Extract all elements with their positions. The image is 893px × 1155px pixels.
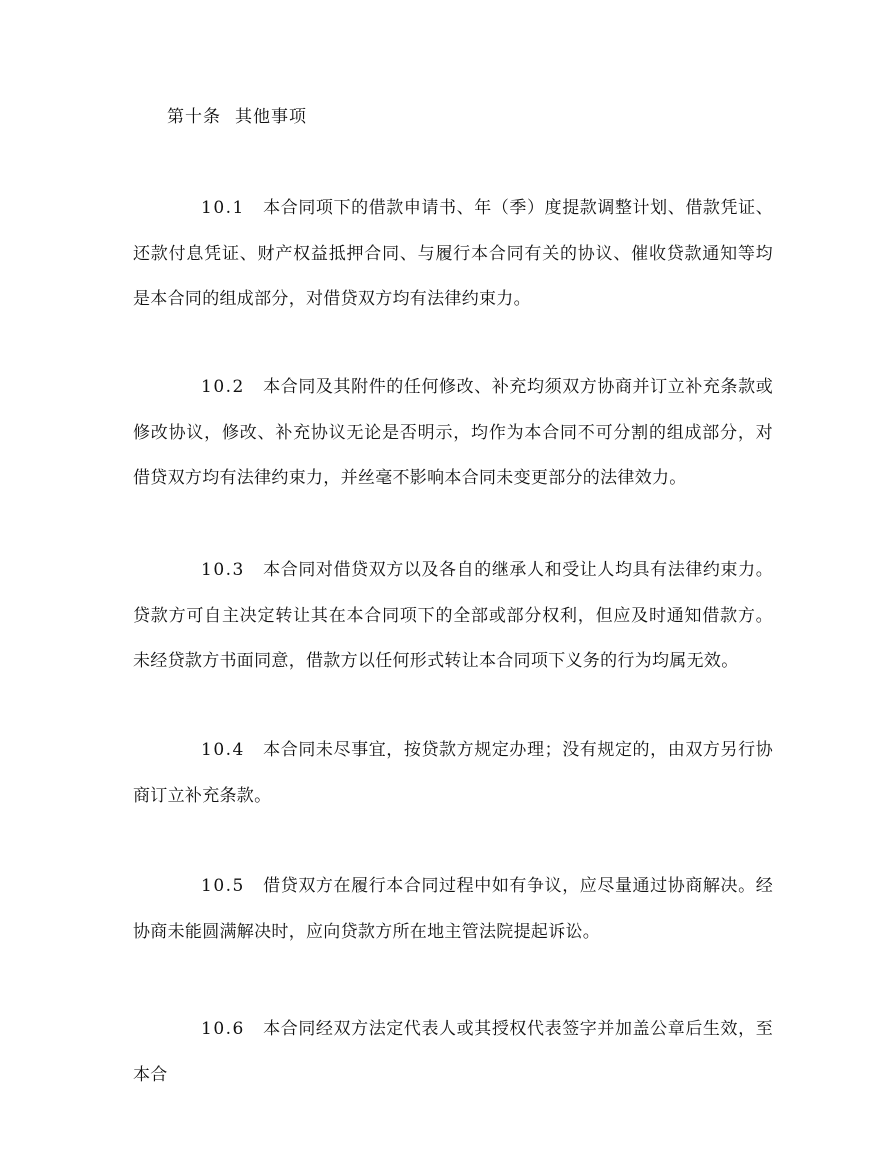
clause-10-4 — [133, 728, 773, 819]
clause-number: 10.1 — [201, 198, 245, 218]
clause-number: 10.4 — [201, 740, 245, 760]
article-number: 第十条 — [167, 107, 221, 127]
clause-text: 本合同及其附件的任何修改、补充均须双方协商并订立补充条款或修改协议，修改、补充协议无论是否明示，均作为本合同不可分割的组成部分，对借贷双方均有法律约束力，并丝毫不影响本合同未变更部分的法律效力。 — [133, 377, 773, 488]
clause-number: 10.5 — [201, 876, 245, 896]
clause-10-2 — [133, 365, 773, 502]
article-heading — [167, 104, 307, 130]
clause-text: 本合同项下的借款申请书、年（季）度提款调整计划、借款凭证、还款付息凭证、财产权益抵押合同、与履行本合同有关的协议、催收贷款通知等均是本合同的组成部分，对借贷双方均有法律约束力。 — [133, 198, 773, 309]
clause-number: 10.6 — [201, 1019, 245, 1039]
clause-text: 本合同未尽事宜，按贷款方规定办理；没有规定的，由双方另行协商订立补充条款。 — [133, 740, 773, 806]
clause-text: 借贷双方在履行本合同过程中如有争议，应尽量通过协商解决。经协商未能圆满解决时，应向贷款方所在地主管法院提起诉讼。 — [133, 876, 773, 942]
clause-10-6 — [133, 1007, 773, 1098]
clause-10-1 — [133, 186, 773, 323]
clause-number: 10.3 — [201, 560, 245, 580]
clause-10-5 — [133, 864, 773, 955]
clause-number: 10.2 — [201, 377, 245, 397]
clause-text: 本合同经双方法定代表人或其授权代表签字并加盖公章后生效，至本合 — [133, 1019, 773, 1085]
article-title: 其他事项 — [235, 107, 307, 127]
clause-text: 本合同对借贷双方以及各自的继承人和受让人均具有法律约束力。贷款方可自主决定转让其在本合同项下的全部或部分权利，但应及时通知借款方。未经贷款方书面同意，借款方以任何形式转让本合同项下义务的行为均属无效。 — [133, 560, 773, 671]
clause-10-3 — [133, 548, 773, 685]
